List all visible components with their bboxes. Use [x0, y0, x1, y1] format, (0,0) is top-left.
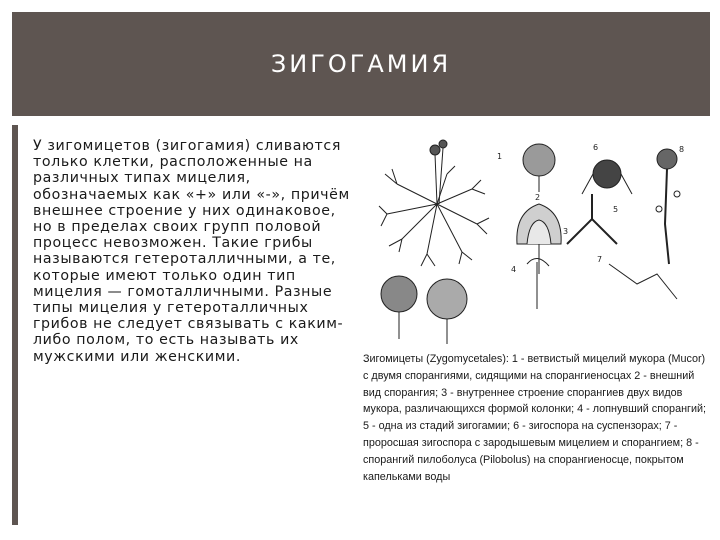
figure-label-8: 8 [679, 145, 685, 154]
title-bar [12, 12, 710, 116]
accent-strip [12, 125, 18, 525]
mucor-mycelium-drawing [379, 140, 489, 266]
sporangium-internal-drawing [517, 204, 561, 274]
figure-label-5: 5 [613, 205, 619, 214]
zygospore-drawing [582, 160, 632, 194]
pilobolus-drawing [656, 149, 680, 264]
figure-label-6: 6 [593, 143, 599, 152]
zygogamy-stage-drawing [567, 194, 677, 299]
zygomycetes-illustration [377, 134, 697, 346]
slide-title: ЗИГОГАМИЯ [270, 50, 452, 78]
figure-label-4: 4 [511, 265, 517, 274]
figure-label-3: 3 [563, 227, 569, 236]
sporangium-external-drawing [523, 144, 555, 192]
figure-label-7: 7 [597, 255, 603, 264]
sporangia-pair-drawing [381, 276, 467, 344]
figure-caption: Зигомицеты (Zygomycetales): 1 - ветвистый мицелий мукора (Mucor) с двумя спорангиями, сидящими на спорангиеносцах 2 - внешний вид спорангия; 3 - внутреннее строение спорангиев двух видов мукора, различающихся формой колонки; 4 - лопнувший спорангий; 5 - одна из стадий зигогамии; 6 - зигоспора на суспензорах; 7 - проросшая зигоспора с зародышевым мицелием и спорангием; 8 - спорангий пилоболуса (Pilobolus) на спорангиеносце, покрытом капельками воды [363, 353, 707, 483]
figure-label-2: 2 [535, 193, 541, 202]
burst-sporangium-drawing [527, 258, 549, 309]
figure-label-1: 1 [497, 152, 503, 161]
body-text: У зигомицетов (зигогамия) сливаются только клетки, расположенные на различных типах мицелия, обозначаемых как «+» или «-», причём внешнее строение у них одинаковое, но в пределах своих групп половой процесс невозможен. Такие грибы называются гетероталличными, а те, которые имеют только один тип мицелия — гомоталличными. Разные типы мицелия у гетероталличных грибов не следует связывать с каким-либо полом, то есть называть их мужскими или женскими. [33, 138, 350, 365]
